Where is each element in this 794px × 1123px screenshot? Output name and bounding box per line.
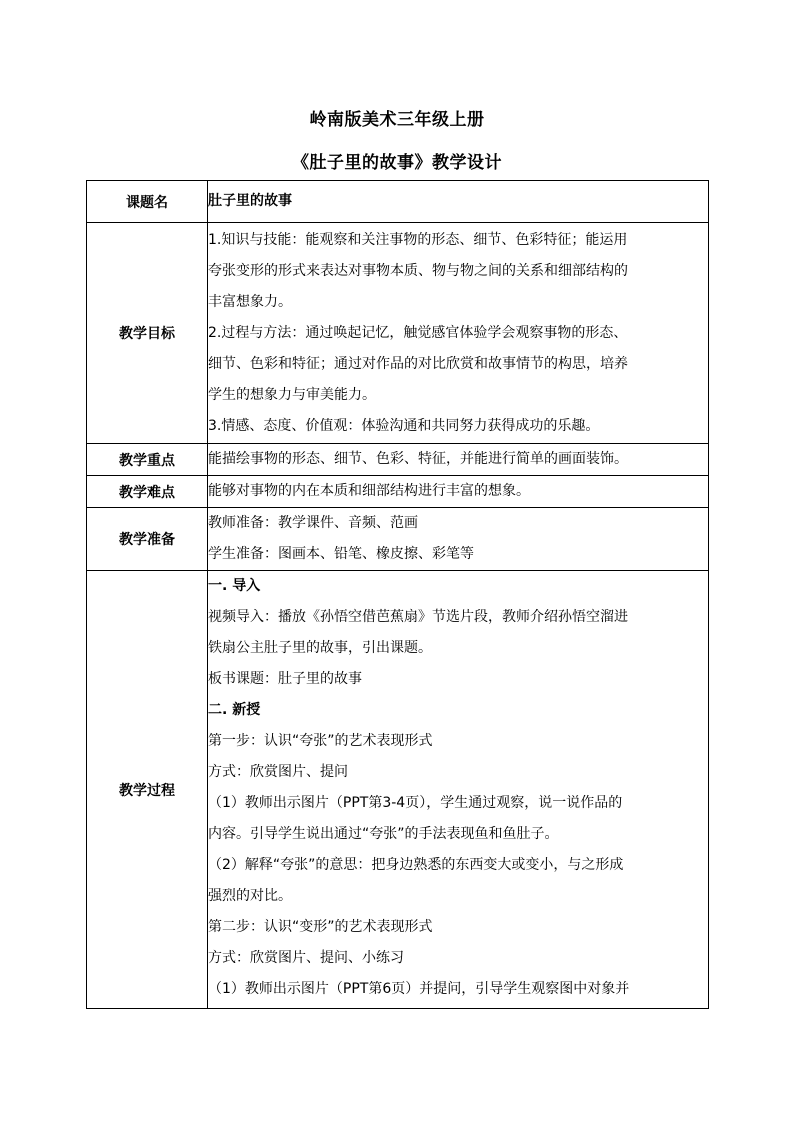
- objectives-line: 夸张变形的形式来表达对事物本质、物与物之间的关系和细部结构的: [208, 262, 628, 279]
- difficulties-value: 能够对事物的内在本质和细部结构进行丰富的想象。: [208, 476, 709, 508]
- table-row: [87, 476, 709, 508]
- process-line: 强烈的对比。: [208, 888, 292, 904]
- process-content: [208, 571, 709, 1009]
- table-row: [87, 223, 709, 444]
- process-line: 内容。引导学生说出通过“夸张”的手法表现鱼和鱼肚子。: [208, 826, 559, 842]
- process-line: 铁扇公主肚子里的故事，引出课题。: [208, 640, 432, 656]
- topic-value: 肚子里的故事: [208, 181, 709, 223]
- document-title: 岭南版美术三年级上册: [309, 110, 485, 130]
- section-heading: 一. 导入: [208, 578, 261, 594]
- key-points-value: 能描绘事物的形态、细节、色彩、特征，并能进行简单的画面装饰。: [208, 444, 709, 476]
- table-row: [87, 444, 709, 476]
- process-line: 板书课题：肚子里的故事: [208, 671, 362, 687]
- objectives-line: 学生的想象力与审美能力。: [208, 386, 376, 403]
- objectives-label: 教学目标: [87, 223, 208, 444]
- difficulties-label: 教学难点: [87, 476, 208, 508]
- objectives-line: 细节、色彩和特征；通过对作品的对比欣赏和故事情节的构思，培养: [208, 355, 628, 372]
- table-row: [87, 508, 709, 571]
- key-points-label: 教学重点: [87, 444, 208, 476]
- process-line: 方式：欣赏图片、提问: [208, 764, 348, 780]
- process-line: 第二步：认识“变形”的艺术表现形式: [208, 919, 433, 935]
- document-subtitle: 《肚子里的故事》教学设计: [292, 153, 502, 173]
- section-heading: 二. 新授: [208, 702, 261, 718]
- table-row: [87, 571, 709, 1009]
- process-line: 方式：欣赏图片、提问、小练习: [208, 950, 404, 966]
- preparation-label: 教学准备: [87, 508, 208, 571]
- lesson-plan-table: [86, 180, 709, 1009]
- process-line: （1）教师出示图片（PPT第3-4页），学生通过观察，说一说作品的: [208, 795, 623, 811]
- process-line: （1）教师出示图片（PPT第6页）并提问，引导学生观察图中对象并: [208, 981, 630, 997]
- objectives-line: 2.过程与方法：通过唤起记忆，触觉感官体验学会观察事物的形态、: [208, 324, 628, 341]
- process-line: 第一步：认识“夸张”的艺术表现形式: [208, 733, 433, 749]
- process-label: 教学过程: [87, 571, 208, 1009]
- objectives-content: [208, 223, 709, 444]
- preparation-content: [208, 508, 709, 571]
- preparation-line: 学生准备：图画本、铅笔、橡皮擦、彩笔等: [208, 546, 474, 562]
- process-line: （2）解释“夸张”的意思：把身边熟悉的东西变大或变小，与之形成: [208, 857, 624, 873]
- topic-label: 课题名: [87, 181, 208, 223]
- table-row: [87, 181, 709, 223]
- objectives-line: 丰富想象力。: [208, 293, 292, 310]
- objectives-line: 3.情感、态度、价值观：体验沟通和共同努力获得成功的乐趣。: [208, 417, 600, 434]
- objectives-line: 1.知识与技能：能观察和关注事物的形态、细节、色彩特征；能运用: [208, 231, 628, 248]
- process-line: 视频导入：播放《孙悟空借芭蕉扇》节选片段，教师介绍孙悟空溜进: [208, 609, 628, 625]
- preparation-line: 教师准备：教学课件、音频、范画: [208, 515, 418, 531]
